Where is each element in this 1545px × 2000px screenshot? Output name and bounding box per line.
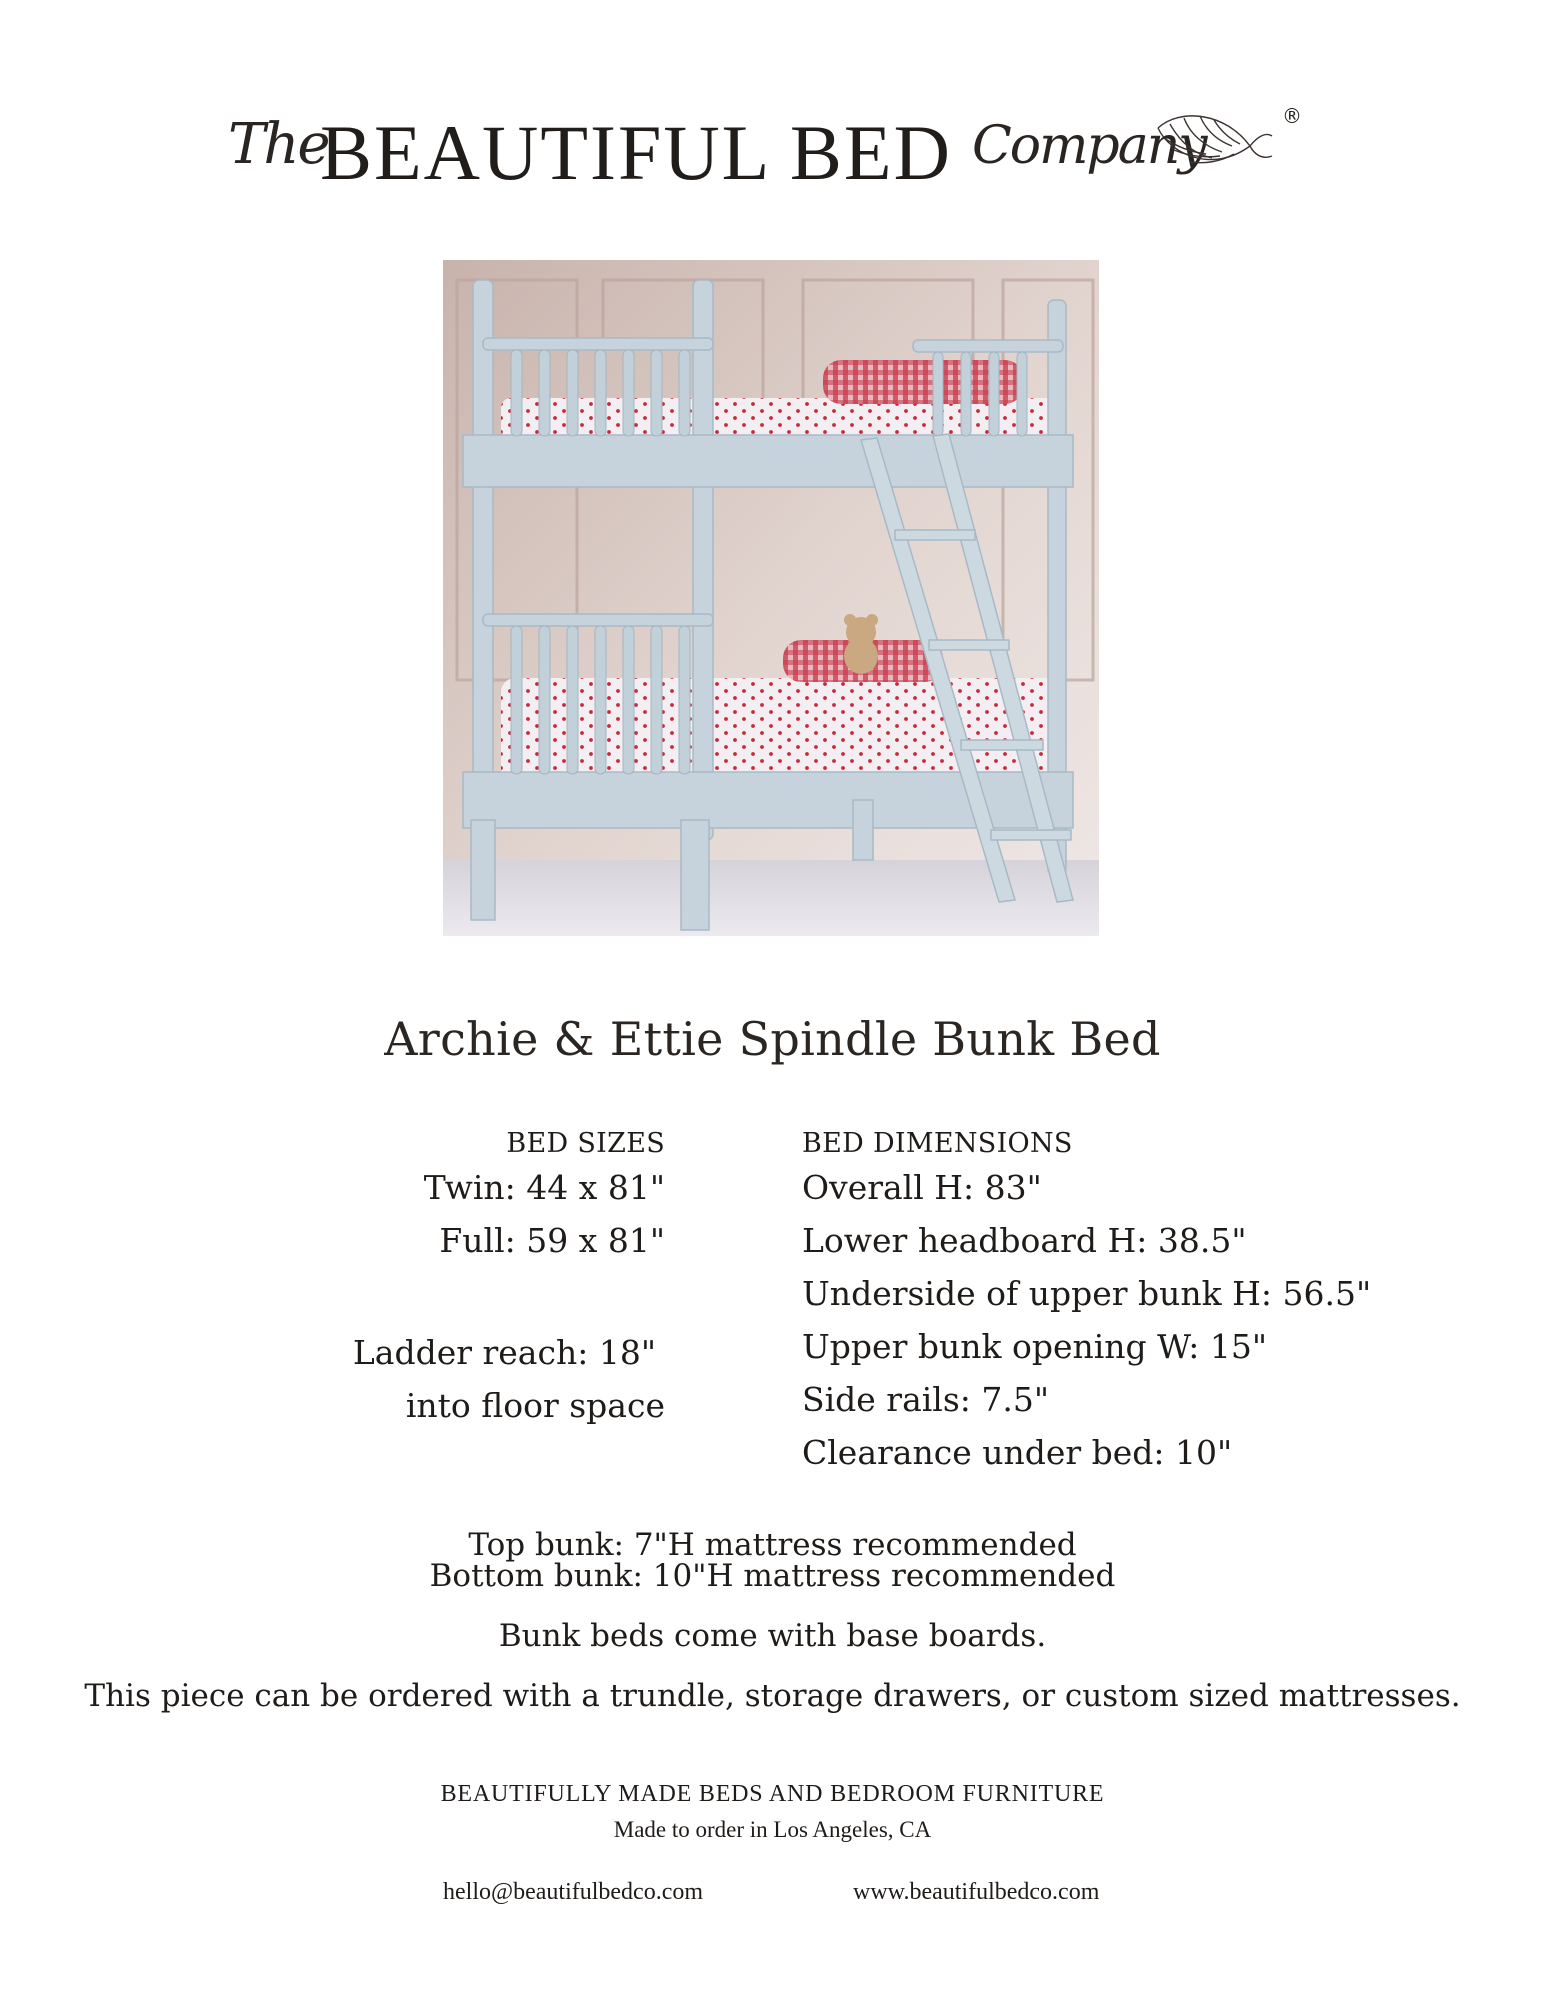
ladder-reach-line1: Ladder reach: 18" [352,1333,656,1372]
footer-tagline: BEAUTIFULLY MADE BEDS AND BEDROOM FURNITURE [440,1781,1105,1807]
bed-sizes-heading: BED SIZES [506,1128,665,1159]
ladder-reach-line2: into floor space [405,1386,665,1425]
registered-mark: ® [1282,104,1302,128]
bed-dimensions [802,1128,1371,1479]
footer-website-link[interactable]: www.beautifulbedco.com [853,1879,1100,1905]
logo-company: Company [972,116,1206,176]
dimension-item: Overall H: 83" [802,1168,1042,1207]
dimension-item: Upper bunk opening W: 15" [802,1327,1267,1366]
ladder-reach [353,1326,665,1432]
bunk-bed-photo [443,260,1099,936]
options-note: This piece can be ordered with a trundle, storage drawers, or custom sized mattresses. [84,1678,1461,1714]
mattress-recommendations [0,1527,1545,1594]
dimension-item: Lower headboard H: 38.5" [802,1221,1247,1260]
logo-brand: BEAUTIFUL BED [320,109,952,196]
bed-dimensions-heading: BED DIMENSIONS [802,1128,1073,1159]
bottom-bunk-note: Bottom bunk: 10"H mattress recommended [429,1558,1116,1594]
dimension-item: Clearance under bed: 10" [802,1433,1233,1472]
bed-sizes [424,1128,665,1267]
size-item: Twin: 44 x 81" [423,1168,665,1207]
dimension-item: Side rails: 7.5" [802,1380,1050,1419]
baseboards-note: Bunk beds come with base boards. [498,1618,1047,1654]
product-title: Archie & Ettie Spindle Bunk Bed [384,1012,1161,1066]
dimension-item: Underside of upper bunk H: 56.5" [802,1274,1372,1313]
top-bunk-note: Top bunk: 7"H mattress recommended [468,1527,1077,1563]
logo-the: The [228,112,329,177]
footer-made-in: Made to order in Los Angeles, CA [613,1817,932,1842]
feather-icon [1150,106,1275,186]
size-item: Full: 59 x 81" [439,1221,665,1260]
brand-logo [220,100,1320,210]
footer-email-link[interactable]: hello@beautifulbedco.com [443,1879,704,1905]
